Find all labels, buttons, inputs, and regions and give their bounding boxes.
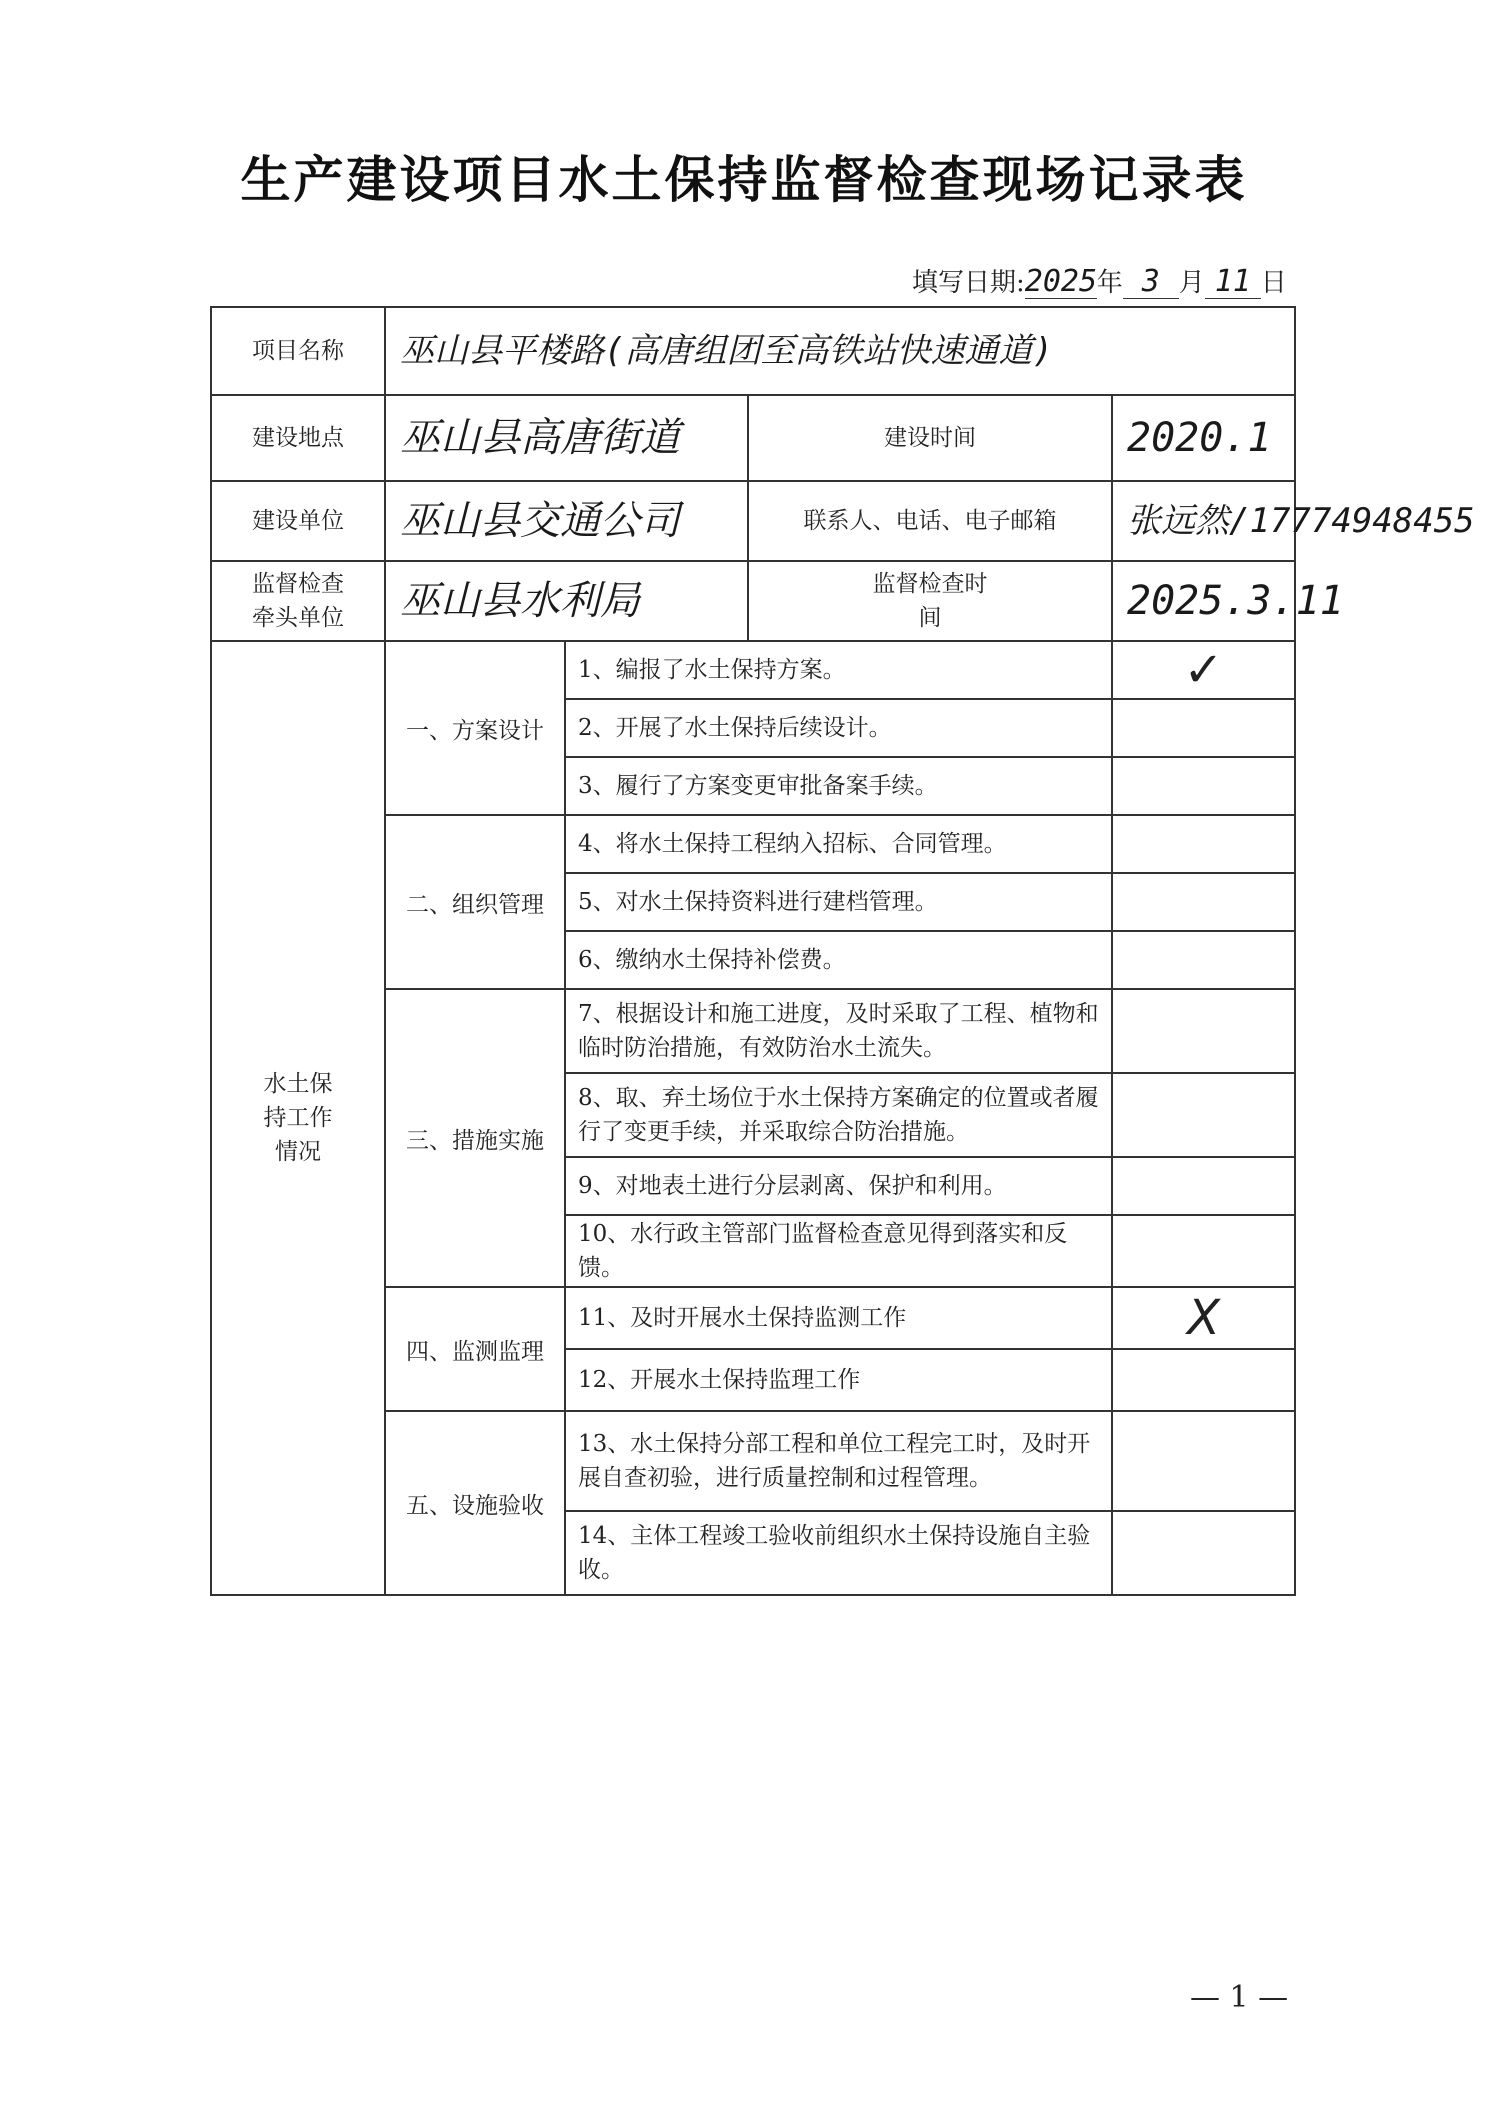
check-mark-cell bbox=[1112, 1073, 1295, 1157]
row-lead-unit bbox=[211, 561, 1295, 641]
check-item-text: 8、取、弃土场位于水土保持方案确定的位置或者履行了变更手续，并采取综合防治措施。 bbox=[565, 1073, 1112, 1157]
inspect-time-label: 监督检查时间 bbox=[748, 561, 1112, 641]
check-item-text: 13、水土保持分部工程和单位工程完工时，及时开展自查初验，进行质量控制和过程管理。 bbox=[565, 1411, 1112, 1511]
check-item-text: 11、及时开展水土保持监测工作 bbox=[565, 1287, 1112, 1349]
page-number: — 1 — bbox=[1190, 1980, 1289, 2015]
fill-date-day: 11 bbox=[1205, 266, 1261, 299]
category-label: 四、监测监理 bbox=[385, 1287, 565, 1411]
check-mark-cell bbox=[1112, 873, 1295, 931]
project-name-value: 巫山县平楼路(高唐组团至高铁站快速通道) bbox=[385, 307, 1295, 395]
check-item-text: 14、主体工程竣工验收前组织水土保持设施自主验收。 bbox=[565, 1511, 1112, 1595]
location-value: 巫山县高唐街道 bbox=[385, 395, 748, 481]
work-situation-label: 水土保持工作情况 bbox=[211, 641, 385, 1595]
row-unit bbox=[211, 481, 1295, 561]
build-time-label: 建设时间 bbox=[748, 395, 1112, 481]
check-item-text: 7、根据设计和施工进度，及时采取了工程、植物和临时防治措施，有效防治水土流失。 bbox=[565, 989, 1112, 1073]
category-label: 一、方案设计 bbox=[385, 641, 565, 815]
project-name-label: 项目名称 bbox=[211, 307, 385, 395]
unit-label: 建设单位 bbox=[211, 481, 385, 561]
fill-date-year: 2025 bbox=[1024, 264, 1098, 299]
check-mark-cell bbox=[1112, 1157, 1295, 1215]
check-mark-cell bbox=[1112, 1215, 1295, 1287]
inspect-time-value: 2025.3.11 bbox=[1112, 561, 1295, 641]
check-mark-cell bbox=[1112, 815, 1295, 873]
check-item-text: 1、编报了水土保持方案。 bbox=[565, 641, 1112, 699]
form-title: 生产建设项目水土保持监督检查现场记录表 bbox=[240, 151, 1248, 209]
check-mark-cell: X bbox=[1112, 1287, 1295, 1349]
check-mark-cell bbox=[1112, 1349, 1295, 1411]
fill-date bbox=[912, 262, 1287, 299]
category-label: 三、措施实施 bbox=[385, 989, 565, 1287]
check-mark-cell: ✓ bbox=[1112, 641, 1295, 699]
fill-date-month: 3 bbox=[1123, 266, 1179, 299]
unit-value: 巫山县交通公司 bbox=[385, 481, 748, 561]
check-item-text: 3、履行了方案变更审批备案手续。 bbox=[565, 757, 1112, 815]
location-label: 建设地点 bbox=[211, 395, 385, 481]
contact-value: 张远然/17774948455 bbox=[1112, 481, 1295, 561]
lead-unit-label: 监督检查牵头单位 bbox=[211, 561, 385, 641]
check-item-text: 12、开展水土保持监理工作 bbox=[565, 1349, 1112, 1411]
check-item-text: 10、水行政主管部门监督检查意见得到落实和反馈。 bbox=[565, 1215, 1112, 1287]
check-mark-cell bbox=[1112, 989, 1295, 1073]
check-item-text: 6、缴纳水土保持补偿费。 bbox=[565, 931, 1112, 989]
fill-date-month-unit: 月 bbox=[1178, 268, 1205, 298]
check-item-text: 2、开展了水土保持后续设计。 bbox=[565, 699, 1112, 757]
check-mark-cell bbox=[1112, 1411, 1295, 1511]
category-label: 五、设施验收 bbox=[385, 1411, 565, 1595]
check-item-text: 5、对水土保持资料进行建档管理。 bbox=[565, 873, 1112, 931]
lead-unit-value: 巫山县水利局 bbox=[385, 561, 748, 641]
category-label: 二、组织管理 bbox=[385, 815, 565, 989]
contact-label: 联系人、电话、电子邮箱 bbox=[748, 481, 1112, 561]
check-item-text: 4、将水土保持工程纳入招标、合同管理。 bbox=[565, 815, 1112, 873]
check-mark-cell bbox=[1112, 757, 1295, 815]
check-mark-cell bbox=[1112, 931, 1295, 989]
check-mark-cell bbox=[1112, 699, 1295, 757]
check-mark-cell bbox=[1112, 1511, 1295, 1595]
check-item-text: 9、对地表土进行分层剥离、保护和利用。 bbox=[565, 1157, 1112, 1215]
row-project-name bbox=[211, 307, 1295, 395]
work-row bbox=[211, 641, 1295, 699]
fill-date-year-unit: 年 bbox=[1096, 268, 1123, 298]
fill-date-day-unit: 日 bbox=[1260, 268, 1287, 298]
fill-date-label: 填写日期: bbox=[912, 268, 1025, 298]
build-time-value: 2020.1 bbox=[1112, 395, 1295, 481]
row-location bbox=[211, 395, 1295, 481]
record-table bbox=[210, 306, 1475, 1596]
